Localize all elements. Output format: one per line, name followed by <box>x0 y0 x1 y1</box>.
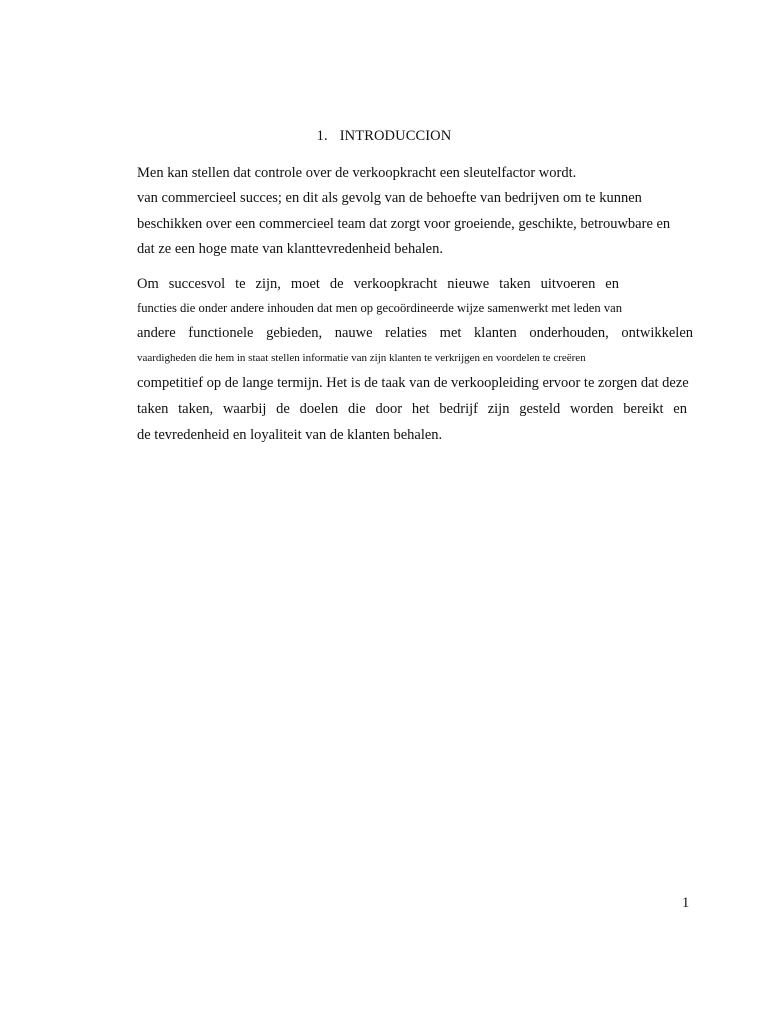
paragraph-2-line-6: taken taken, waarbij de doelen die door het bedrijf zijn gesteld worden bereikt en <box>137 401 687 417</box>
section-title: INTRODUCCION <box>339 128 452 144</box>
paragraph-1-line-2: van commercieel succes; en dit als gevolg van de behoefte van bedrijven om te kunnen <box>137 190 642 206</box>
paragraph-1-line-4: dat ze een hoge mate van klanttevredenheid behalen. <box>137 241 443 257</box>
paragraph-2-line-7: de tevredenheid en loyaliteit van de klanten behalen. <box>137 427 443 443</box>
section-number: 1. <box>316 128 328 144</box>
paragraph-2-line-1: Om succesvol te zijn, moet de verkoopkracht nieuwe taken uitvoeren en <box>137 276 619 292</box>
page-number: 1 <box>682 895 690 911</box>
paragraph-1-line-1: Men kan stellen dat controle over de verkoopkracht een sleutelfactor wordt. <box>137 165 577 181</box>
section-heading <box>0 128 768 145</box>
paragraph-2-line-4: vaardigheden die hem in staat stellen informatie van zijn klanten te verkrijgen en voordelen te creëren <box>137 352 586 364</box>
paragraph-2-line-3: andere functionele gebieden, nauwe relaties met klanten onderhouden, ontwikkelen <box>137 325 693 341</box>
paragraph-2-line-2: functies die onder andere inhouden dat men op gecoördineerde wijze samenwerkt met leden van <box>137 301 623 315</box>
paragraph-2-line-5: competitief op de lange termijn. Het is de taak van de verkoopleiding ervoor te zorgen dat deze <box>137 375 689 391</box>
paragraph-1-line-3: beschikken over een commercieel team dat zorgt voor groeiende, geschikte, betrouwbare en <box>137 216 671 232</box>
